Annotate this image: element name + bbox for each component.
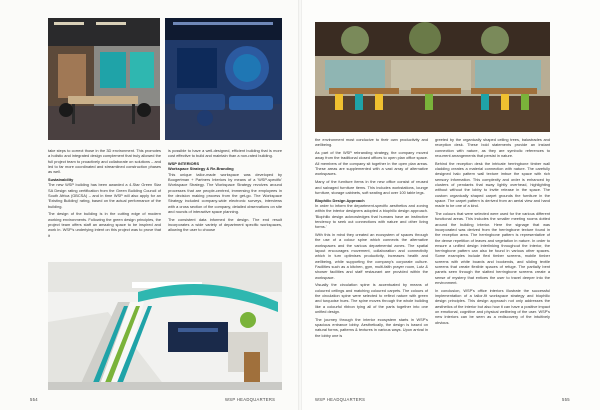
page-number: 555 [562, 397, 570, 402]
paragraph: The journey through the interior ecosystem starts in WSP's spacious entrance lobby. Aesthetically, the design is based on natural forms, patterns & textures in various ways. Upon arrival in the lobby one is [315, 316, 428, 338]
right-text-column-2 [435, 137, 550, 327]
paragraph: In conclusion, WSP's office interiors illustrate the successful implementation of a tailor-fit workspace strategy and biophilic design principles. This design approach not only addresses the aesthetics of the interior but also how it can have a positive impact on emotional, cognitive and physical wellbeing of the user. WSP's new interiors can be seen as a rediscovery of the intuitively obvious. [435, 287, 550, 325]
left-text-column-1 [48, 148, 161, 241]
paragraph: the environment most conducive to their own productivity and wellbeing. [315, 137, 428, 148]
paragraph: The new WSP building has been awarded a 4-Star Green Star SA Design rating certification from the Green Building Council of South Africa (GBCSA) – and in time WSP will also apply for an 'Existing Building' rating, based on the actual performance of the building. [48, 182, 161, 209]
paragraph: As part of the WSP rebranding strategy, the company moved away from the traditional closed offices to open plan office space. All members of the company sit together in the open plan areas. These areas are supplemented with a vast array of alternative workspaces. [315, 150, 428, 177]
paragraph: Many of the furniture items in the new office consist of reused and salvaged furniture items. This includes workstations, lounge furniture, storage cabinets, soft seating and over 100 table legs. [315, 179, 428, 195]
paragraph: The design of the building is in the cutting edge of modern working environments. Following the green design principles, the project team offers staff an amazing space to be inspired and work in. WSP's underlying intent on this project was to prove that it [48, 211, 161, 238]
paragraph: Visually the circulation spine is accentuated by means of coloured ceilings and matching coloured carpets. The colours of the circulation spine were selected to reflect nature with green and turquoise hues. The spine moves through the whole building like a colourful ribbon tying all of the parts together into one unified design. [315, 282, 428, 314]
section-heading: Biophilic Design Approach [315, 197, 365, 203]
section-heading: Sustainability [48, 177, 74, 183]
paragraph: greeted by the organically shaped ceiling trees, balustrades and reception desk. These bold statements provide an instant connection with nature, as they are symbolic references to recurrent arrangements that persist in nature. [435, 137, 550, 158]
section-heading: WSP INTERIORS [168, 161, 200, 167]
meeting-room-photo [48, 18, 160, 140]
section-subheading: Workspace Strategy & Re-Branding [168, 166, 234, 172]
right-text-column-1 [315, 137, 428, 341]
paragraph: The colours that were selected were used for the various different functional areas. This includes the smaller meeting rooms dotted around the building interior. Here the signage that was incorporated was derived from the herringbone texture found in the reception area. The herringbone pattern is representative of the dense repetition of leaves and vegetation in nature. In order to ensure a unified design interlinking throughout the interior, the herringbone pattern can also be found in various other spaces. Some examples include flexi timber screens, mobile timber screens with white boards and bookends, and sliding textile screens that create flexible spaces of refuge. The partially bent panels seen through the slatted herringbone screens create a sense of mystery that entices the user to travel deeper into the environment. [435, 211, 550, 285]
paragraph: With this in mind they created an ecosystem of spaces through the use of a colour spine which connects the alternative workspaces and the various departmental zones. The spatial layout encourages movement, collaboration and connectivity which in turn optimises productivity, increases health and wellbeing, while supporting the company's corporate culture. Facilities such as a kitchen, gym, multi-faith prayer room, Lutz & shower facilities and staff restaurant are provided within the workspace. [315, 232, 428, 280]
running-footer: WSP HEADQUARTERS [225, 397, 276, 402]
paragraph: is possible to have a well-designed, efficient building that is more cost effective to build and maintain than a non-rated building. [168, 148, 282, 159]
staircase-photo [48, 262, 282, 390]
lounge-area-photo [165, 18, 282, 140]
right-page [300, 0, 600, 410]
spine-gutter [298, 0, 302, 410]
page-number: 554 [30, 397, 38, 402]
paragraph: In order to inform the department-specific aesthetics and zoning within the interior designers adopted a biophilic design approach. 'Biophilic design acknowledges that humans have an instinctive tendency to seek out connections with nature and other living forms.' [315, 203, 428, 230]
paragraph: This unique tailor-made workspace was developed by Boogertman + Partners Interiors by means of a 'WSP-specific' Workspace Strategy. The Workspace Strategy revolves around processes that are people-centred, immersing the employees in the decision making process from the get-go. The Workspace Strategy included company-wide electronic surveys, interviews with a cross section of the company, detailed observations on site and rounds of interactive space planning. [168, 171, 282, 214]
paragraph: The consistent data informed the design. The end result incorporates a wide variety of department specific workspaces, allowing the user to choose [168, 216, 282, 233]
canteen-photo [315, 22, 550, 132]
paragraph: take steps to correct those in the 3D environment. This promotes a holistic and integrated design complement that truly allowed the full project team to proactively and collaborate on solutions – and led to far more coordinated and streamlined construction phases as well. [48, 148, 161, 175]
paragraph: Behind the reception desk the intricate herringbone timber wall cladding creates a material connection with nature. The carefully designed halo pattern wall texture imbue the space with rich sensory information. This complexity and order is enhanced by clusters of pendants that sway lightly overhead, highlighting without without the lobby to invite release in the space. The custom organically shaped carpet grounds the furniture in the space. The carpet pattern is derived from an aerial view and hand made to be one of a kind. [435, 160, 550, 209]
running-footer: WSP HEADQUARTERS [315, 397, 366, 402]
left-text-column-2 [168, 148, 282, 235]
